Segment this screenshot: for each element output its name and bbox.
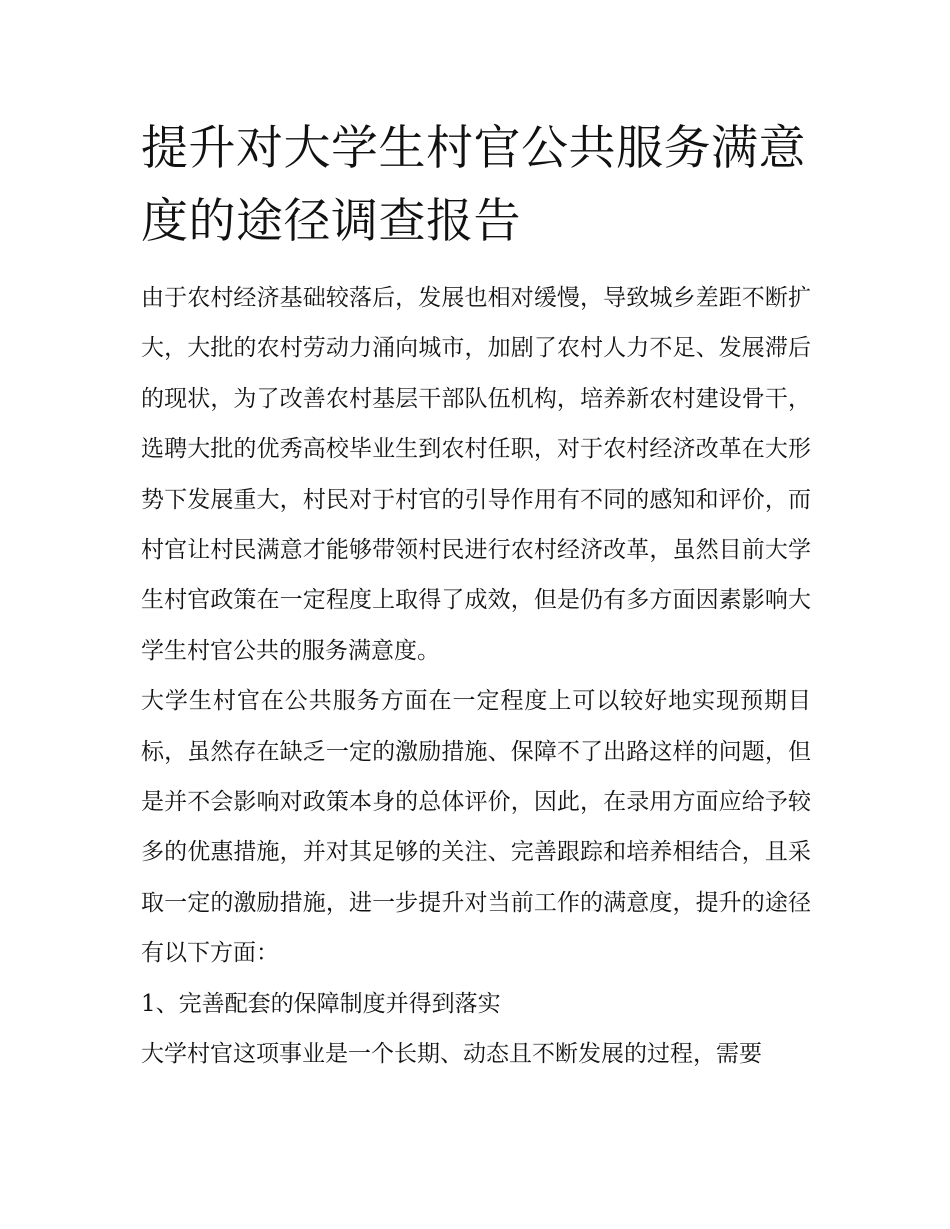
paragraph-section-1: 大学村官这项事业是一个长期、动态且不断发展的过程，需要	[141, 1041, 762, 1068]
paragraph-intro: 由于农村经济基础较落后，发展也相对缓慢，导致城乡差距不断扩大，大批的农村劳动力涌向城市，加剧了农村人力不足、发展滞后的现状，为了改善农村基层干部队伍机构，培养新农村建设骨干，选聘大批的优秀高校毕业生到农村任职，对于农村经济改革在大形势下发展重大，村民对于村官的引导作用有不同的感知和评价，而村官让村民满意才能够带领村民进行农村经济改革，虽然目前大学生村官政策在一定程度上取得了成效，但是仍有多方面因素影响大学生村官公共的服务满意度。	[141, 285, 811, 664]
document-title: 提升对大学生村官公共服务满意度的途径调查报告	[141, 121, 806, 249]
document-body	[141, 112, 811, 1080]
paragraph-summary: 大学生村官在公共服务方面在一定程度上可以较好地实现预期目标，虽然存在缺乏一定的激励措施、保障不了出路这样的问题，但是并不会影响对政策本身的总体评价，因此，在录用方面应给予较多的优惠措施，并对其足够的关注、完善跟踪和培养相结合，且采取一定的激励措施，进一步提升对当前工作的满意度，提升的途径有以下方面：	[141, 688, 811, 967]
section-heading: 1、完善配套的保障制度并得到落实	[141, 990, 501, 1017]
